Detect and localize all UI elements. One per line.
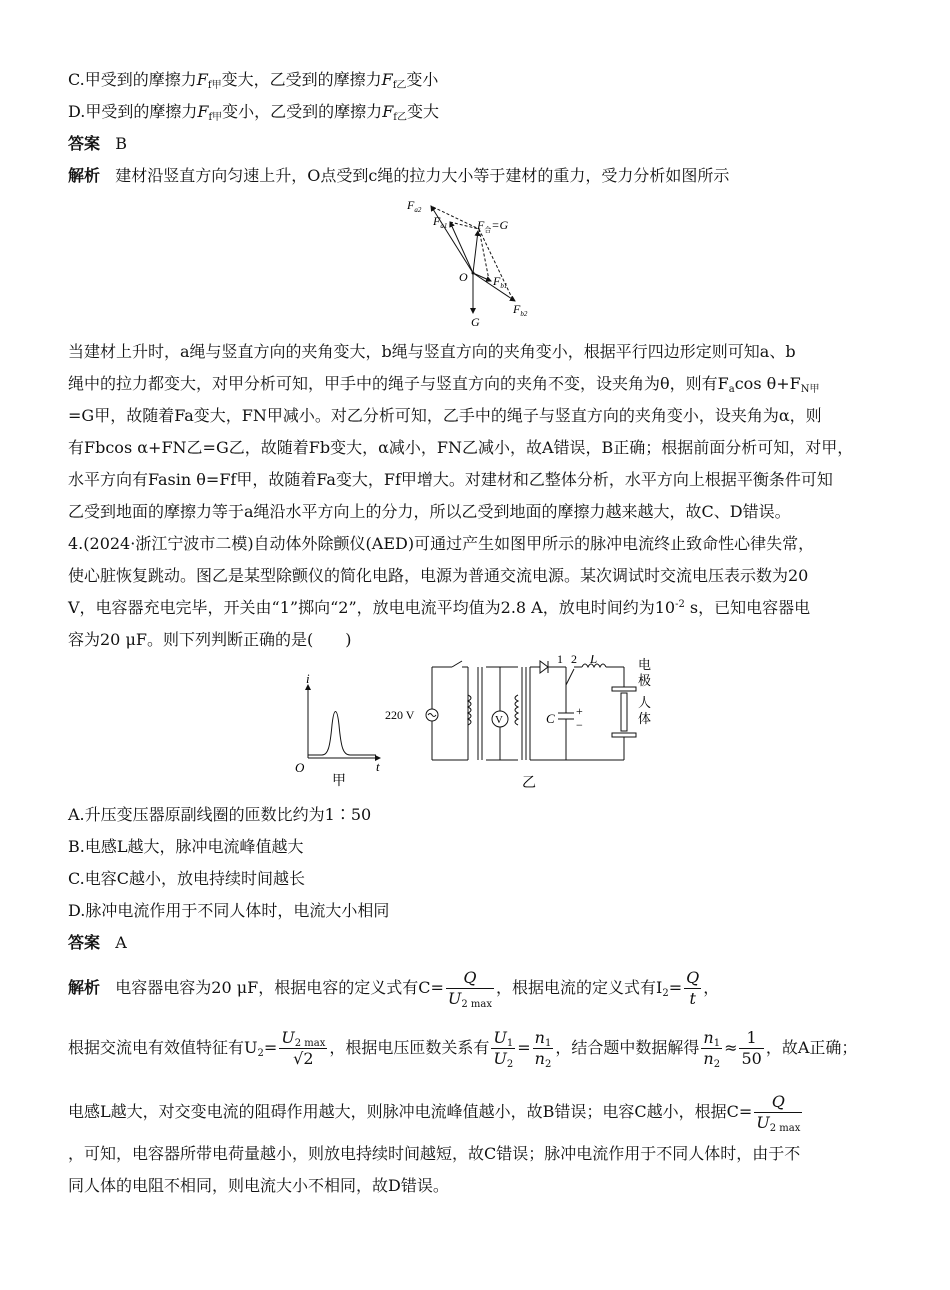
question-4-line-2: 使心脏恢复跳动。图乙是某型除颤仪的简化电路，电源为普通交流电源。某次调试时交流电压表示数为20 <box>68 566 809 585</box>
plus-label: + <box>576 704 583 718</box>
question-4-line-4: 容为20 μF。则下列判断正确的是( ) <box>68 630 352 649</box>
label-fa2: $F_{a2}$ <box>407 198 422 214</box>
label-g: G <box>471 315 480 329</box>
q4-option-a: A.升压变压器原副线圈的匝数比约为1∶50 <box>68 805 372 824</box>
label-fhe: $F_合=G$ <box>477 218 509 234</box>
minus-label: − <box>576 718 583 732</box>
analysis-2-line-2: 根据交流电有效值特征有$U_2=$ $\frac{U_{2 max}}{√2}$ ，根据电压匝数关系有 $\frac{U_1}{U_2}$ = $\frac{n_1}{n_2}$ ，结合题中数据解得 $\frac{n_1}{n_2}$ ≈ $\frac{1}{50}$ ，故A正确； <box>68 1028 858 1070</box>
option-d: D.甲受到的摩擦力$F_{f甲}$变小，乙受到的摩擦力$F_{f乙}$变大 <box>68 102 440 123</box>
label-fa1: $F_{a1}$ <box>433 214 448 230</box>
switch-1-label: 1 <box>557 655 563 666</box>
figure-yi-label: 乙 <box>522 776 536 791</box>
analysis-2-line-3: 电感L越大，对交变电流的阻碍作用越大，则脉冲电流峰值越小，故B错误；电容C越小，根据C= $\frac{Q}{U_{2 max}}$ <box>68 1092 801 1134</box>
analysis-1-line-6: 乙受到地面的摩擦力等于a绳沿水平方向上的分力，所以乙受到地面的摩擦力越来越大，故C、D错误。 <box>68 502 791 521</box>
inductor-label: L <box>590 655 598 666</box>
body-label-2: 体 <box>638 711 652 726</box>
graph-t-label: t <box>376 759 380 774</box>
analysis-1-line-5: 水平方向有Fasin θ=Ff甲，故随着Fa变大，Ff甲增大。对建材和乙整体分析，水平方向上根据平衡条件可知 <box>68 470 833 489</box>
electrode-label-2: 极 <box>638 673 652 688</box>
switch-2-label: 2 <box>571 655 577 666</box>
figure-jia-label: 甲 <box>332 774 346 789</box>
option-c: C.甲受到的摩擦力$F_{f甲}$变大，乙受到的摩擦力$F_{f乙}$变小 <box>68 70 439 91</box>
analysis-2-line-4: ，可知，电容器所带电荷量越小，则放电持续时间越短，故C错误；脉冲电流作用于不同人体时，由于不 <box>68 1144 801 1163</box>
question-4-line-1: 4.(2024·浙江宁波市二模)自动体外除颤仪(AED)可通过产生如图甲所示的脉冲电流终止致命性心律失常， <box>68 534 815 553</box>
source-label: 220 V <box>385 708 415 722</box>
q4-option-c: C.电容C越小，放电持续时间越长 <box>68 869 306 888</box>
analysis-2-line-1: 解析 电容器电容为20 μF，根据电容的定义式有C= $\frac{Q}{U_{2 max}}$ ，根据电流的定义式有$I_2=$ $\frac{Q}{t}$ ， <box>68 968 720 1010</box>
pulse-curve <box>308 712 376 756</box>
analysis-1-line-4: 有Fbcos α+FN乙=G乙，故随着Fb变大，α减小，FN乙减小，故A错误，B正确；根据前面分析可知，对甲， <box>68 438 854 457</box>
question-4-line-3: V，电容器充电完毕，开关由“1”掷向“2”，放电电流平均值为2.8 A，放电时间约为$10^{-2}$ s，已知电容器电 <box>68 598 811 617</box>
label-o: O <box>459 270 468 284</box>
label-fb1: $F_{b1}$ <box>493 274 508 290</box>
capacitor-label: C <box>546 711 555 726</box>
electrode-label-1: 电 <box>638 657 652 672</box>
answer-2: 答案 A <box>68 933 127 952</box>
graph-o-label: O <box>295 760 305 775</box>
analysis-1-line-1: 当建材上升时，a绳与竖直方向的夹角变大，b绳与竖直方向的夹角变小，根据平行四边形定则可知a、b <box>68 342 796 361</box>
answer-1: 答案 B <box>68 134 128 153</box>
analysis-1-line-3: =G甲，故随着Fa变大，FN甲减小。对乙分析可知，乙手中的绳子与竖直方向的夹角变小，设夹角为α，则 <box>68 406 822 425</box>
force-diagram <box>405 195 555 330</box>
label-fb2: $F_{b2}$ <box>513 302 528 318</box>
aed-figure <box>290 655 670 795</box>
analysis-1-line-2: 绳中的拉力都变大，对甲分析可知，甲手中的绳子与竖直方向的夹角不变，设夹角为θ，则有$F_a\cos$ $\theta+F_{N甲}$ <box>68 374 820 395</box>
graph-i-label: i <box>306 671 310 686</box>
voltmeter-label: V <box>495 714 503 726</box>
analysis-1-intro: 解析 建材沿竖直方向匀速上升，O点受到c绳的拉力大小等于建材的重力，受力分析如图所示 <box>68 166 730 185</box>
body-label-1: 人 <box>638 695 652 710</box>
q4-option-b: B.电感L越大，脉冲电流峰值越大 <box>68 837 304 856</box>
q4-option-d: D.脉冲电流作用于不同人体时，电流大小相同 <box>68 901 390 920</box>
analysis-2-line-5: 同人体的电阻不相同，则电流大小不相同，故D错误。 <box>68 1176 449 1195</box>
